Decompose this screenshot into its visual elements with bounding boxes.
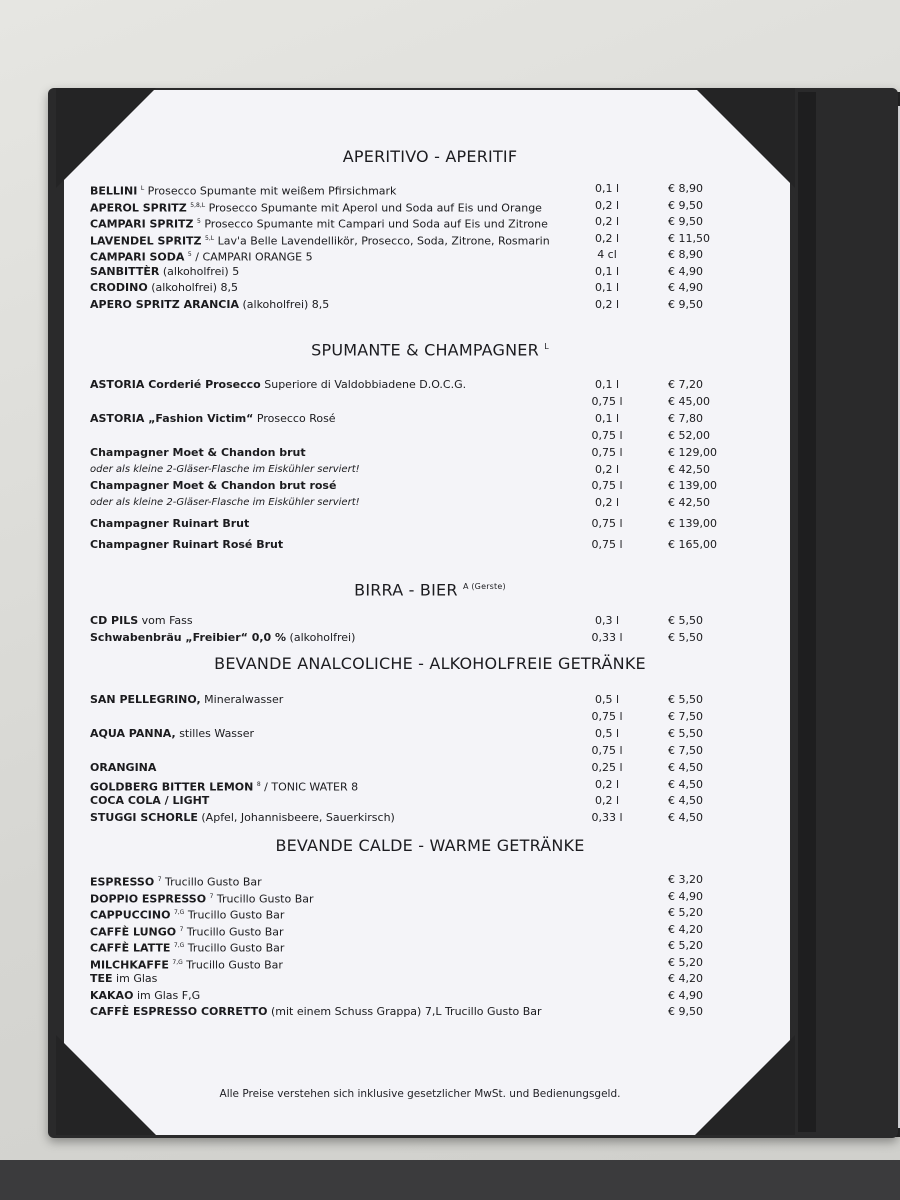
menu-section (90, 834, 770, 1021)
menu-row (90, 394, 770, 411)
item-description: (alkoholfrei) 5 (162, 264, 240, 278)
menu-row (90, 247, 770, 264)
item-title: TEE (90, 972, 113, 985)
item-price: € 5,20 (668, 906, 703, 919)
item-price: € 139,00 (668, 479, 717, 492)
item-title: BELLINI (90, 184, 138, 198)
item-name (90, 516, 249, 533)
item-volume: 0,33 l (591, 630, 623, 644)
item-title: SANBITTÈR (90, 264, 160, 278)
item-title: ASTORIA Corderié Prosecco (90, 378, 261, 391)
allergen-code: 8 (256, 780, 261, 788)
item-name (90, 613, 193, 630)
item-title: Champagner Ruinart Brut (90, 517, 250, 530)
item-volume: 0,75 l (591, 517, 623, 530)
item-title: Champagner Moet & Chandon brut (90, 446, 306, 459)
item-description: stilles Wasser (179, 727, 255, 740)
item-description: Trucillo Gusto Bar (186, 958, 283, 972)
item-price: € 129,00 (668, 446, 717, 459)
item-description: Lav'a Belle Lavendellikör, Prosecco, Soda, Zitrone, Rosmarin (217, 234, 550, 248)
item-price: € 5,50 (668, 630, 703, 644)
item-volume: 0,75 l (591, 428, 623, 442)
menu-row (90, 1004, 770, 1021)
item-price: € 139,00 (668, 517, 717, 530)
item-price: € 4,50 (668, 761, 703, 774)
menu-row (90, 428, 770, 445)
menu-row (90, 214, 770, 231)
allergen-code: 7 (209, 892, 214, 900)
menu-row (90, 537, 770, 554)
item-title: MILCHKAFFE (90, 958, 169, 972)
item-list (90, 872, 770, 1021)
item-price: € 5,20 (668, 955, 703, 969)
menu-section (90, 335, 770, 553)
item-price: € 5,50 (668, 693, 703, 706)
allergen-code: 5,8,L (190, 201, 206, 209)
item-title: AQUA PANNA, (90, 727, 176, 740)
menu-row (90, 743, 770, 760)
item-description: im Glas F,G (136, 988, 201, 1002)
item-name (90, 280, 238, 297)
item-volume: 0,2 l (594, 215, 620, 228)
item-description: (alkoholfrei) 8,5 (151, 281, 239, 294)
table-edge (0, 1160, 900, 1200)
item-price: € 52,00 (668, 428, 710, 442)
item-volume: 0,2 l (594, 794, 620, 807)
allergen-code: 7 (157, 876, 162, 883)
item-volume: 0,25 l (591, 761, 623, 774)
menu-row (90, 872, 770, 889)
item-name (90, 630, 355, 647)
item-volume: 0,2 l (594, 777, 620, 791)
menu-row (90, 905, 770, 922)
item-name (90, 537, 283, 554)
menu-section (90, 652, 770, 826)
item-price: € 7,20 (668, 378, 703, 391)
menu-section (90, 575, 770, 646)
item-description: (alkoholfrei) 8,5 (242, 297, 330, 311)
item-note: oder als kleine 2-Gläser-Flasche im Eiskühler serviert! (90, 496, 360, 508)
item-volume: 4 cl (597, 248, 617, 261)
menu-row (90, 495, 770, 512)
item-price: € 8,90 (668, 248, 703, 261)
item-volume: 0,3 l (594, 614, 620, 627)
allergen-code: L (140, 185, 145, 192)
item-volume: 0,75 l (591, 709, 623, 723)
item-description: vom Fass (141, 614, 193, 627)
menu-row (90, 181, 770, 198)
item-price: € 4,90 (668, 264, 703, 278)
item-volume: 0,1 l (594, 281, 620, 294)
item-description: (mit einem Schuss Grappa) 7,L Trucillo Gusto Bar (270, 1005, 542, 1018)
item-title: COCA COLA / LIGHT (90, 794, 210, 807)
item-volume: 0,2 l (594, 462, 620, 476)
menu-row (90, 231, 770, 248)
item-volume: 0,5 l (594, 693, 620, 706)
section-title (90, 834, 770, 858)
item-volume: 0,33 l (591, 810, 623, 824)
allergen-code: 5,L (205, 234, 215, 242)
item-price: € 5,50 (668, 614, 703, 627)
item-volume: 0,1 l (594, 378, 620, 391)
item-list (90, 613, 770, 646)
binder-spine (798, 92, 816, 1132)
item-name (90, 411, 336, 428)
menu-row (90, 630, 770, 647)
menu-row (90, 955, 770, 972)
section-title (90, 652, 770, 676)
item-title: DOPPIO ESPRESSO (90, 892, 207, 906)
corner-holder-bottom-left (56, 1035, 156, 1135)
item-price: € 4,20 (668, 972, 703, 985)
menu-row (90, 810, 770, 827)
item-title: Schwabenbräu „Freibier“ 0,0 % (90, 630, 287, 644)
item-title: Champagner Ruinart Rosé Brut (90, 537, 284, 551)
section-title (90, 575, 770, 599)
menu-row (90, 971, 770, 988)
item-title: Champagner Moet & Chandon brut rosé (90, 479, 337, 492)
section-title-allergen: A (Gerste) (462, 582, 506, 591)
menu-row (90, 280, 770, 297)
menu-row (90, 445, 770, 462)
menu-row (90, 709, 770, 726)
item-name (90, 297, 329, 314)
item-price: € 9,50 (668, 215, 703, 228)
item-price: € 9,50 (668, 297, 703, 311)
item-name (90, 264, 239, 281)
item-description: Prosecco Spumante mit Campari und Soda auf Eis und Zitrone (204, 217, 548, 231)
item-name (90, 1004, 542, 1021)
item-price: € 42,50 (668, 495, 710, 509)
item-list (90, 181, 770, 313)
item-price: € 11,50 (668, 231, 710, 245)
section-title-text: SPUMANTE & CHAMPAGNER (311, 340, 539, 360)
item-volume: 0,75 l (591, 537, 623, 551)
item-description: Trucillo Gusto Bar (165, 875, 262, 889)
item-title: CRODINO (90, 281, 148, 294)
menu-row (90, 760, 770, 777)
item-description: im Glas (116, 972, 158, 985)
item-list (90, 377, 770, 553)
item-volume: 0,75 l (591, 743, 623, 757)
allergen-code: 7,G (173, 942, 185, 949)
item-name (90, 445, 306, 462)
item-volume: 0,75 l (591, 394, 623, 408)
item-title: STUGGI SCHORLE (90, 810, 198, 824)
item-description: Trucillo Gusto Bar (216, 892, 314, 906)
item-description: Trucillo Gusto Bar (187, 908, 285, 922)
item-volume: 0,75 l (591, 479, 623, 492)
item-price: € 9,50 (668, 1005, 703, 1018)
item-price: € 4,50 (668, 777, 703, 791)
item-title: ESPRESSO (90, 875, 155, 889)
item-description: Prosecco Spumante mit Aperol und Soda auf Eis und Orange (208, 201, 542, 215)
item-description: Trucillo Gusto Bar (187, 941, 285, 955)
menu-row (90, 726, 770, 743)
item-price: € 5,50 (668, 727, 703, 740)
price-footnote: Alle Preise verstehen sich inklusive gesetzlicher MwSt. und Bedienungsgeld. (219, 1088, 621, 1100)
item-price: € 7,50 (668, 743, 703, 757)
item-description: / CAMPARI ORANGE 5 (195, 250, 313, 264)
item-name (90, 760, 156, 777)
item-description: / TONIC WATER 8 (264, 780, 359, 794)
item-description: Trucillo Gusto Bar (186, 925, 284, 939)
section-title (90, 335, 770, 359)
item-list (90, 692, 770, 826)
allergen-code: 7 (179, 925, 184, 933)
menu-row (90, 938, 770, 955)
section-title (90, 145, 770, 169)
item-title: LAVENDEL SPRITZ (90, 234, 202, 248)
section-title-text: APERITIVO - APERITIF (342, 147, 518, 166)
item-price: € 4,50 (668, 794, 703, 807)
corner-holder-bottom-right (695, 1035, 795, 1135)
item-title: CAFFÈ LATTE (90, 941, 171, 955)
section-title-text: BEVANDE ANALCOLICHE - ALKOHOLFREIE GETRÄNKE (214, 654, 646, 673)
section-title-allergen: L (544, 342, 549, 351)
menu-row (90, 462, 770, 479)
item-title: APERO SPRITZ ARANCIA (90, 297, 239, 311)
item-volume: 0,1 l (594, 264, 620, 278)
menu-row (90, 478, 770, 495)
menu-row (90, 613, 770, 630)
item-title: ASTORIA „Fashion Victim“ (90, 412, 254, 425)
item-name (90, 377, 466, 394)
item-price: € 4,90 (668, 281, 703, 294)
item-description: Prosecco Spumante mit weißem Pfirsichmark (147, 184, 397, 198)
item-volume: 0,2 l (594, 297, 620, 311)
item-description: Mineralwasser (204, 693, 284, 706)
allergen-code: 7,G (172, 958, 183, 966)
menu-row (90, 793, 770, 810)
menu-content (90, 145, 770, 1021)
item-description: (alkoholfrei) (289, 630, 356, 644)
item-volume: 0,75 l (591, 446, 623, 459)
item-volume: 0,1 l (594, 182, 620, 195)
item-price: € 8,90 (668, 182, 703, 195)
allergen-code: 5 (197, 218, 201, 225)
item-price: € 7,80 (668, 412, 703, 425)
item-note: oder als kleine 2-Gläser-Flasche im Eiskühler serviert! (90, 463, 360, 475)
item-price: € 4,50 (668, 810, 703, 824)
item-title: CAPPUCCINO (90, 908, 171, 922)
menu-row (90, 988, 770, 1005)
item-description: Superiore di Valdobbiadene D.O.C.G. (264, 378, 467, 391)
item-volume: 0,5 l (594, 727, 620, 740)
menu-row (90, 411, 770, 428)
item-name (90, 793, 209, 810)
section-title-text: BEVANDE CALDE - WARME GETRÄNKE (275, 836, 585, 855)
menu-row (90, 264, 770, 281)
menu-row (90, 889, 770, 906)
item-name (90, 971, 157, 988)
allergen-code: 7,G (173, 909, 185, 916)
item-description: Prosecco Rosé (256, 412, 336, 425)
item-title: CAMPARI SODA (90, 250, 185, 264)
item-name (90, 692, 283, 709)
item-title: KAKAO (90, 988, 134, 1002)
item-title: APEROL SPRITZ (90, 201, 187, 215)
item-price: € 4,90 (668, 988, 703, 1002)
item-volume: 0,1 l (594, 412, 620, 425)
item-price: € 9,50 (668, 198, 703, 212)
item-volume: 0,2 l (594, 495, 620, 509)
menu-row (90, 692, 770, 709)
menu-row (90, 377, 770, 394)
item-description: (Apfel, Johannisbeere, Sauerkirsch) (201, 810, 395, 824)
item-price: € 4,90 (668, 889, 703, 903)
item-title: GOLDBERG BITTER LEMON (90, 780, 254, 794)
item-title: SAN PELLEGRINO, (90, 693, 201, 706)
item-name (90, 810, 395, 827)
item-price: € 3,20 (668, 873, 703, 886)
item-title: ORANGINA (90, 761, 157, 774)
item-name (90, 988, 200, 1005)
item-price: € 42,50 (668, 462, 710, 476)
menu-row (90, 297, 770, 314)
item-volume: 0,2 l (594, 198, 620, 212)
item-name (90, 478, 336, 495)
menu-row (90, 777, 770, 794)
allergen-code: 5 (187, 251, 192, 258)
menu-row (90, 922, 770, 939)
item-volume: 0,2 l (594, 231, 620, 245)
menu-row (90, 198, 770, 215)
item-price: € 45,00 (668, 394, 710, 408)
item-price: € 5,20 (668, 939, 703, 952)
item-title: CAFFÈ LUNGO (90, 925, 177, 939)
menu-row (90, 516, 770, 533)
item-title: CD PILS (90, 614, 139, 627)
item-title: CAFFÈ ESPRESSO CORRETTO (90, 1005, 268, 1018)
item-price: € 165,00 (668, 537, 717, 551)
menu-section (90, 145, 770, 313)
item-price: € 4,20 (668, 922, 703, 936)
item-price: € 7,50 (668, 709, 703, 723)
item-title: CAMPARI SPRITZ (90, 217, 194, 231)
item-name (90, 726, 254, 743)
section-title-text: BIRRA - BIER (354, 580, 458, 600)
